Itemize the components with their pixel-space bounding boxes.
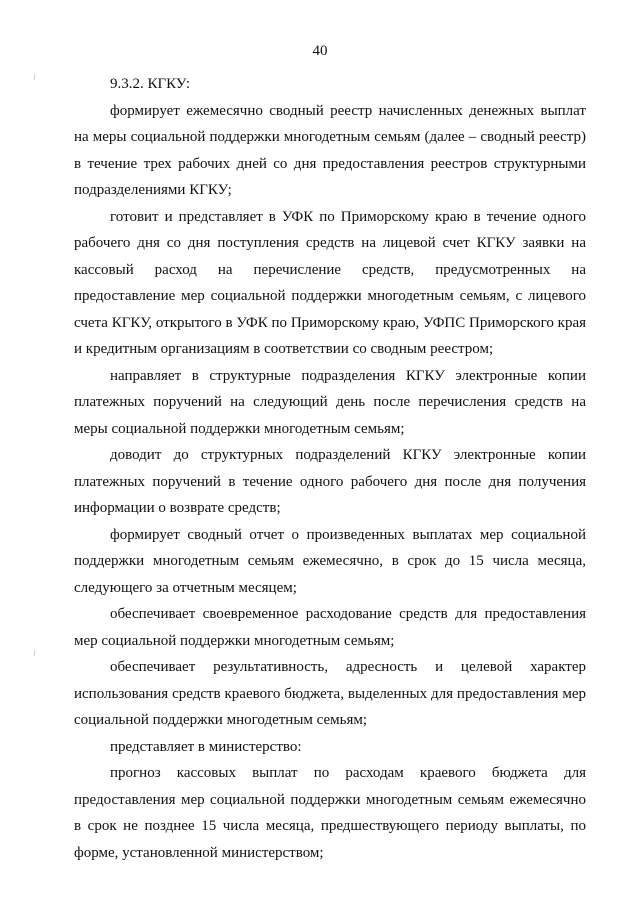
paragraph: обеспечивает своевременное расходование средств для предоставления мер социальной поддержки многодетным семьям;: [74, 606, 586, 649]
paragraph: формирует ежемесячно сводный реестр начисленных денежных выплат на меры социальной поддержки многодетным семьям (далее – сводный реестр) в течение трех рабочих дней со дня предоставления реестров структурными подразделениями КГКУ;: [74, 102, 586, 198]
document-body: [74, 71, 586, 866]
paragraph: прогноз кассовых выплат по расходам краевого бюджета для предоставления мер социальной поддержки многодетным семьям ежемесячно в срок не позднее 15 числа месяца, предшествующего периоду выплаты, по форме, установленной министерством;: [74, 765, 586, 861]
paragraph: обеспечивает результативность, адресность и целевой характер использования средств краевого бюджета, выделенных для предоставления мер социальной поддержки многодетным семьям;: [74, 659, 586, 728]
section-heading: 9.3.2. КГКУ:: [110, 76, 191, 92]
paragraph: направляет в структурные подразделения КГКУ электронные копии платежных поручений на следующий день после перечисления средств на меры социальной поддержки многодетным семьям;: [74, 367, 586, 437]
paragraph: представляет в министерство:: [110, 738, 302, 755]
scan-margin-mark: [34, 74, 35, 80]
paragraph: доводит до структурных подразделений КГКУ электронные копии платежных поручений в течение одного рабочего дня после дня получения информации о возврате средств;: [74, 447, 586, 516]
paragraph: формирует сводный отчет о произведенных выплатах мер социальной поддержки многодетным семьям ежемесячно, в срок до 15 числа месяца, следующего за отчетным месяцем;: [74, 526, 586, 596]
page-number: 40: [312, 43, 328, 59]
scan-margin-mark: [34, 650, 35, 656]
paragraph: готовит и представляет в УФК по Приморскому краю в течение одного рабочего дня со дня поступления средств на лицевой счет КГКУ заявки на кассовый расход на перечисление средств, предусмотренных на предоставление мер социальной поддержки многодетным семьям, с лицевого счета КГКУ, открытого в УФК по Приморскому краю, УФПС Приморского края и кредитным организациям в соответствии со сводным реестром;: [74, 208, 586, 357]
